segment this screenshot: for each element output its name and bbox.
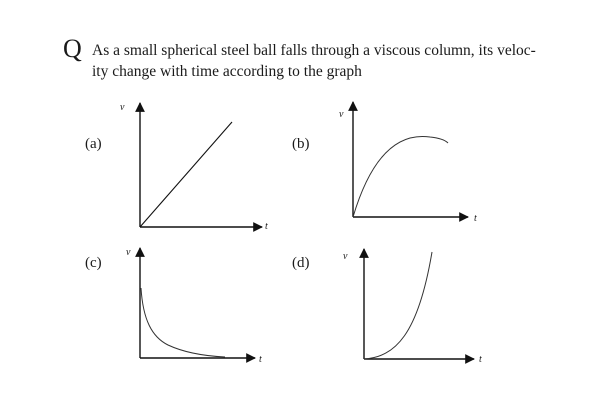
- option-d-label: (d): [292, 255, 310, 271]
- graph-b-curve: [353, 136, 448, 217]
- graph-d: [364, 249, 474, 359]
- option-c-x-label: t: [259, 354, 262, 365]
- graph-a-curve: [140, 122, 232, 227]
- graph-c: [140, 248, 255, 358]
- question-marker: Q: [63, 34, 82, 63]
- option-c-label: (c): [85, 255, 102, 271]
- graph-c-curve: [141, 288, 225, 357]
- option-a-label: (a): [85, 136, 102, 152]
- option-b-label: (b): [292, 136, 310, 152]
- option-c-y-label: v: [126, 247, 131, 258]
- option-b-y-label: v: [339, 109, 344, 120]
- option-b-x-label: t: [474, 213, 477, 224]
- graph-d-curve: [364, 252, 432, 359]
- question-line-2: ity change with time according to the graph: [92, 63, 362, 80]
- option-a-y-label: v: [120, 102, 125, 113]
- question-line-1: As a small spherical steel ball falls through a viscous column, its veloc-: [92, 42, 536, 59]
- graph-a: [140, 103, 262, 227]
- option-a-x-label: t: [265, 221, 268, 232]
- option-d-y-label: v: [343, 251, 348, 262]
- graph-b: [353, 102, 468, 217]
- option-d-x-label: t: [479, 354, 482, 365]
